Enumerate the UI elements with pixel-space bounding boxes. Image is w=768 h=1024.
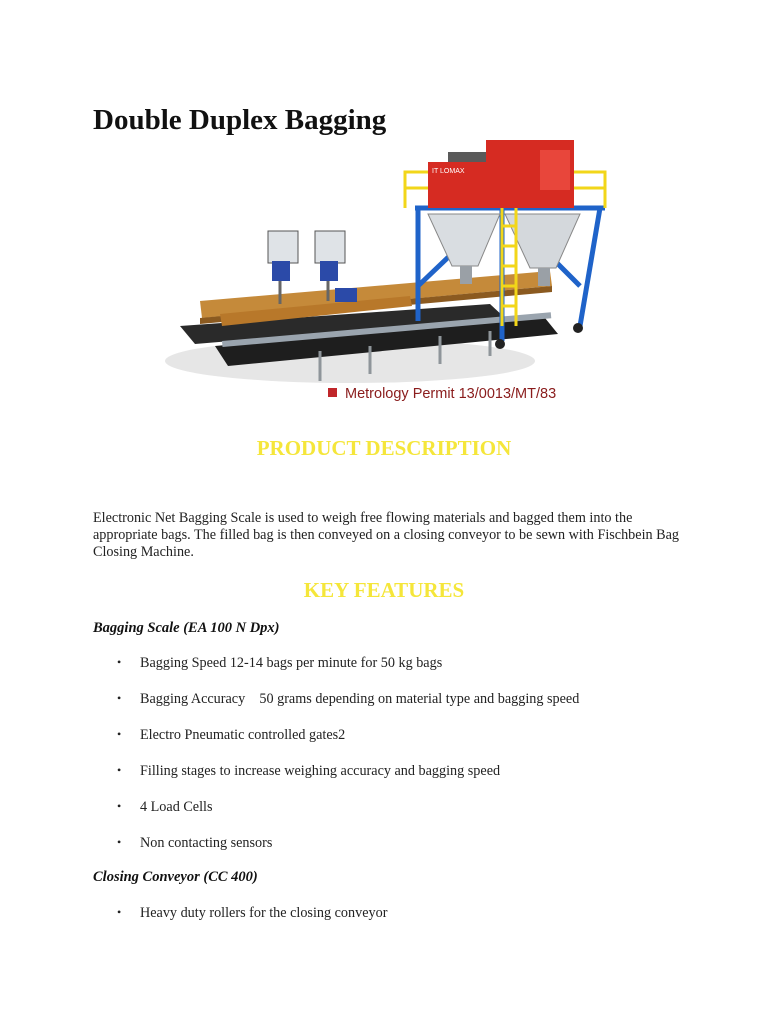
list-item-text: Filling stages to increase weighing accuracy and bagging speed	[140, 763, 501, 779]
brand-label: IT LOMAX	[432, 168, 465, 175]
bagging-scale-heading: Bagging Scale (EA 100 N Dpx)	[93, 620, 280, 636]
bullet-icon: •	[117, 835, 122, 849]
metrology-permit	[328, 386, 556, 402]
list-item-text: 4 Load Cells	[140, 799, 213, 815]
bullet-icon: •	[117, 799, 122, 813]
closing-conveyor-heading: Closing Conveyor (CC 400)	[93, 869, 258, 885]
bagging-machine-image	[160, 136, 610, 408]
permit-text: Metrology Permit 13/0013/MT/83	[345, 386, 557, 402]
list-item-text: Bagging Accuracy 50 grams depending on material type and bagging speed	[140, 691, 580, 707]
product-description-heading: PRODUCT DESCRIPTION	[256, 436, 512, 460]
bullet-icon: •	[117, 691, 122, 705]
bullet-icon: •	[117, 763, 122, 777]
bullet-icon: •	[117, 727, 122, 741]
list-item-text: Bagging Speed 12-14 bags per minute for 50 kg bags	[140, 655, 443, 671]
list-item-text: Non contacting sensors	[140, 835, 273, 851]
key-features-heading: KEY FEATURES	[303, 578, 465, 602]
list-item-text: Heavy duty rollers for the closing conveyor	[140, 905, 388, 921]
list-item-text: Electro Pneumatic controlled gates2	[140, 727, 346, 743]
product-description-text: Electronic Net Bagging Scale is used to weigh free flowing materials and bagged them into the appropriate bags. The filled bag is then conveyed on a closing conveyor to be sewn with Fischbein Bag Closing Machine.	[93, 510, 680, 560]
bullet-icon: •	[117, 655, 122, 669]
page-title: Double Duplex Bagging	[93, 104, 387, 136]
bullet-icon: •	[117, 905, 122, 919]
permit-square-icon	[328, 388, 337, 397]
